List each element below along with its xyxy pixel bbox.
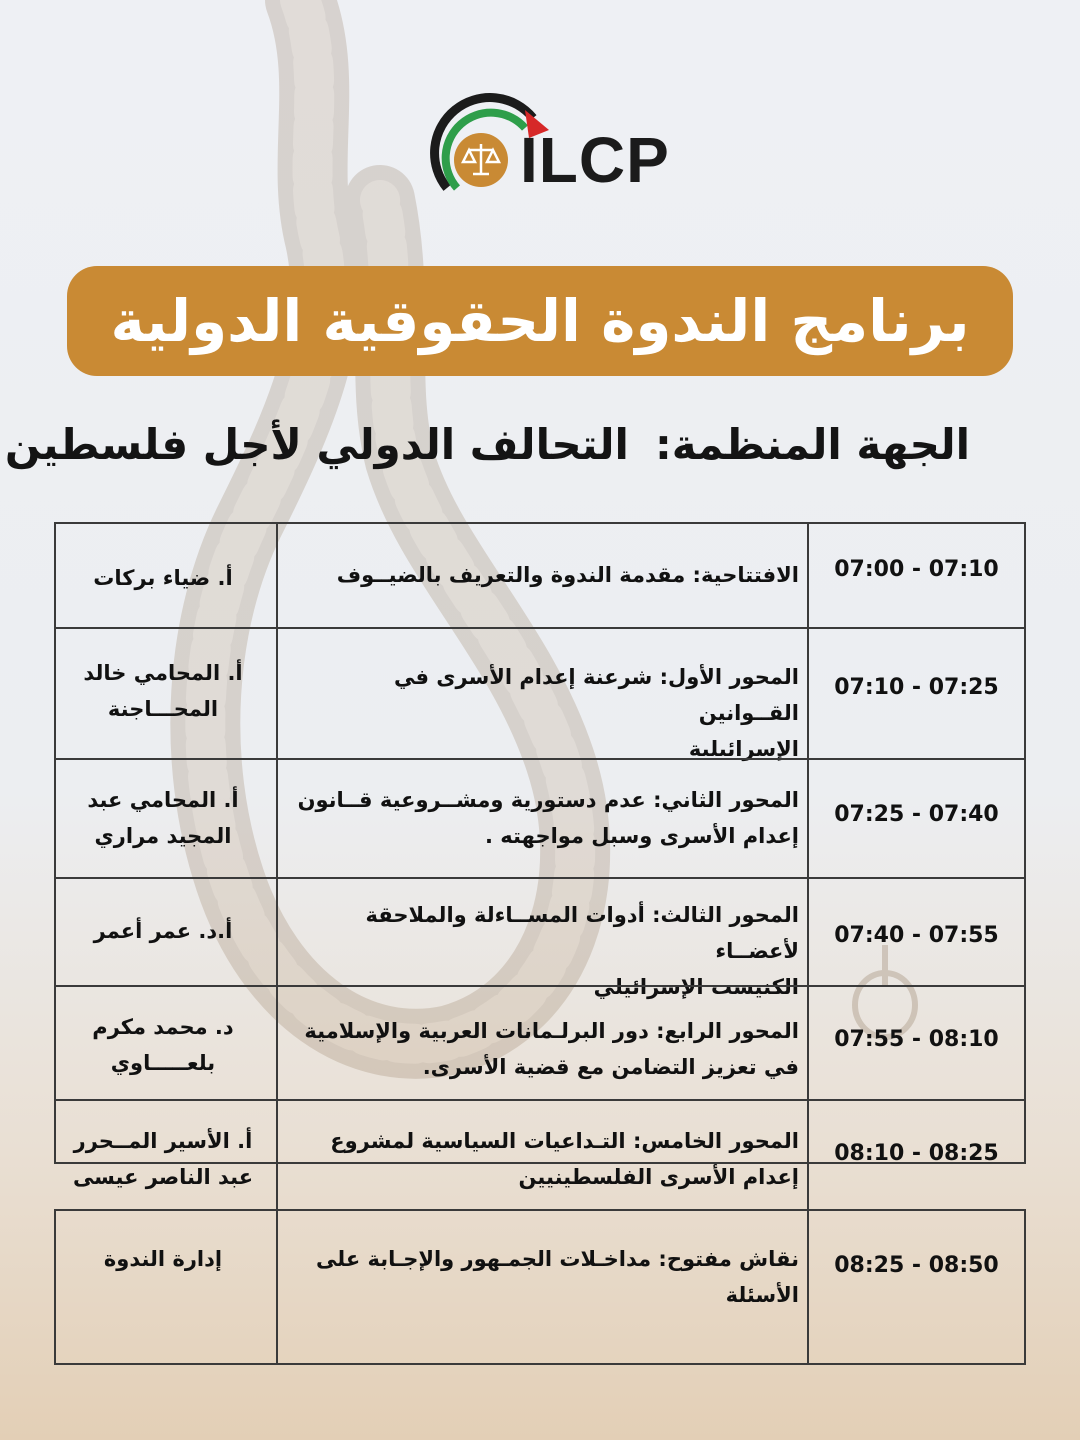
organizer-name: التحالف الدولي لأجل فلسطين bbox=[4, 420, 629, 469]
time-cell bbox=[809, 1101, 1024, 1211]
page-title: برنامج الندوة الحقوقية الدولية bbox=[110, 287, 970, 355]
speaker-cell bbox=[56, 1211, 278, 1363]
session-time: 07:10 - 07:25 bbox=[834, 675, 999, 700]
session-time: 08:25 - 08:50 bbox=[834, 1253, 999, 1278]
table-row bbox=[56, 524, 1024, 627]
time-cell bbox=[809, 879, 1024, 985]
organizer-line bbox=[4, 420, 970, 480]
schedule-table bbox=[54, 522, 1026, 1189]
speaker-name: أ. ضياء بركات bbox=[93, 566, 233, 590]
table-row bbox=[56, 877, 1024, 999]
time-cell bbox=[809, 987, 1024, 1099]
topic-cell bbox=[278, 987, 809, 1099]
topic-cell bbox=[278, 1211, 809, 1363]
speaker-name: أ. المحامي عبد المجيد مراري bbox=[87, 788, 239, 848]
session-time: 07:25 - 07:40 bbox=[834, 802, 999, 827]
speaker-cell bbox=[56, 1101, 278, 1211]
table-row bbox=[56, 985, 1024, 1099]
time-cell bbox=[809, 760, 1024, 877]
speaker-cell bbox=[56, 879, 278, 985]
topic-cell bbox=[278, 1101, 809, 1211]
speaker-cell bbox=[56, 524, 278, 627]
topic-cell bbox=[278, 629, 809, 761]
session-topic: المحور الثالث: أدوات المســاءلة والملاحقة لأعضــاء الكنيست الإسرائيلي bbox=[365, 903, 799, 999]
speaker-cell bbox=[56, 987, 278, 1099]
time-cell bbox=[809, 1211, 1024, 1363]
logo-wordmark: ILCP bbox=[520, 124, 670, 196]
topic-cell bbox=[278, 879, 809, 999]
session-topic: الافتتاحية: مقدمة الندوة والتعريف بالضيــوف bbox=[336, 563, 799, 587]
title-banner bbox=[67, 266, 1013, 376]
speaker-cell bbox=[56, 629, 278, 758]
organizer-label: الجهة المنظمة: bbox=[654, 420, 970, 469]
session-time: 07:00 - 07:10 bbox=[834, 557, 999, 582]
speaker-name: إدارة الندوة bbox=[103, 1247, 223, 1271]
session-time: 08:10 - 08:25 bbox=[834, 1141, 999, 1166]
table-row bbox=[56, 1099, 1024, 1211]
table-row bbox=[56, 627, 1024, 761]
speaker-name: د. محمد مكرم بلعـــــاوي bbox=[92, 1015, 234, 1075]
speaker-name: أ. المحامي خالد المحـــاجنة bbox=[83, 661, 243, 721]
time-cell bbox=[809, 524, 1024, 627]
topic-cell bbox=[278, 524, 809, 627]
table-row bbox=[54, 1209, 1026, 1365]
time-cell bbox=[809, 629, 1024, 758]
speaker-name: أ. الأسير المــحرر عبد الناصر عيسى bbox=[72, 1129, 254, 1189]
speaker-cell bbox=[56, 760, 278, 877]
table-row bbox=[56, 758, 1024, 877]
session-topic: نقاش مفتوح: مداخـلات الجمـهور والإجـابة على الأسئلة bbox=[316, 1247, 799, 1307]
session-topic: المحور الرابع: دور البرلـمانات العربية والإسلامية في تعزيز التضامن مع قضية الأسرى. bbox=[304, 1019, 799, 1079]
session-topic: المحور الخامس: التـداعيات السياسية لمشروع إعدام الأسرى الفلسطينيين bbox=[330, 1129, 799, 1189]
speaker-name: أ.د. عمر أعمر bbox=[93, 919, 233, 943]
ilcp-logo bbox=[425, 88, 670, 218]
session-time: 07:40 - 07:55 bbox=[834, 923, 999, 948]
session-topic: المحور الثاني: عدم دستورية ومشــروعية قــانون إعدام الأسرى وسبل مواجهته . bbox=[297, 788, 799, 848]
topic-cell bbox=[278, 760, 809, 877]
session-time: 07:55 - 08:10 bbox=[834, 1027, 999, 1052]
session-topic: المحور الأول: شرعنة إعدام الأسرى في القــوانين الإسرائيلية bbox=[393, 665, 799, 761]
